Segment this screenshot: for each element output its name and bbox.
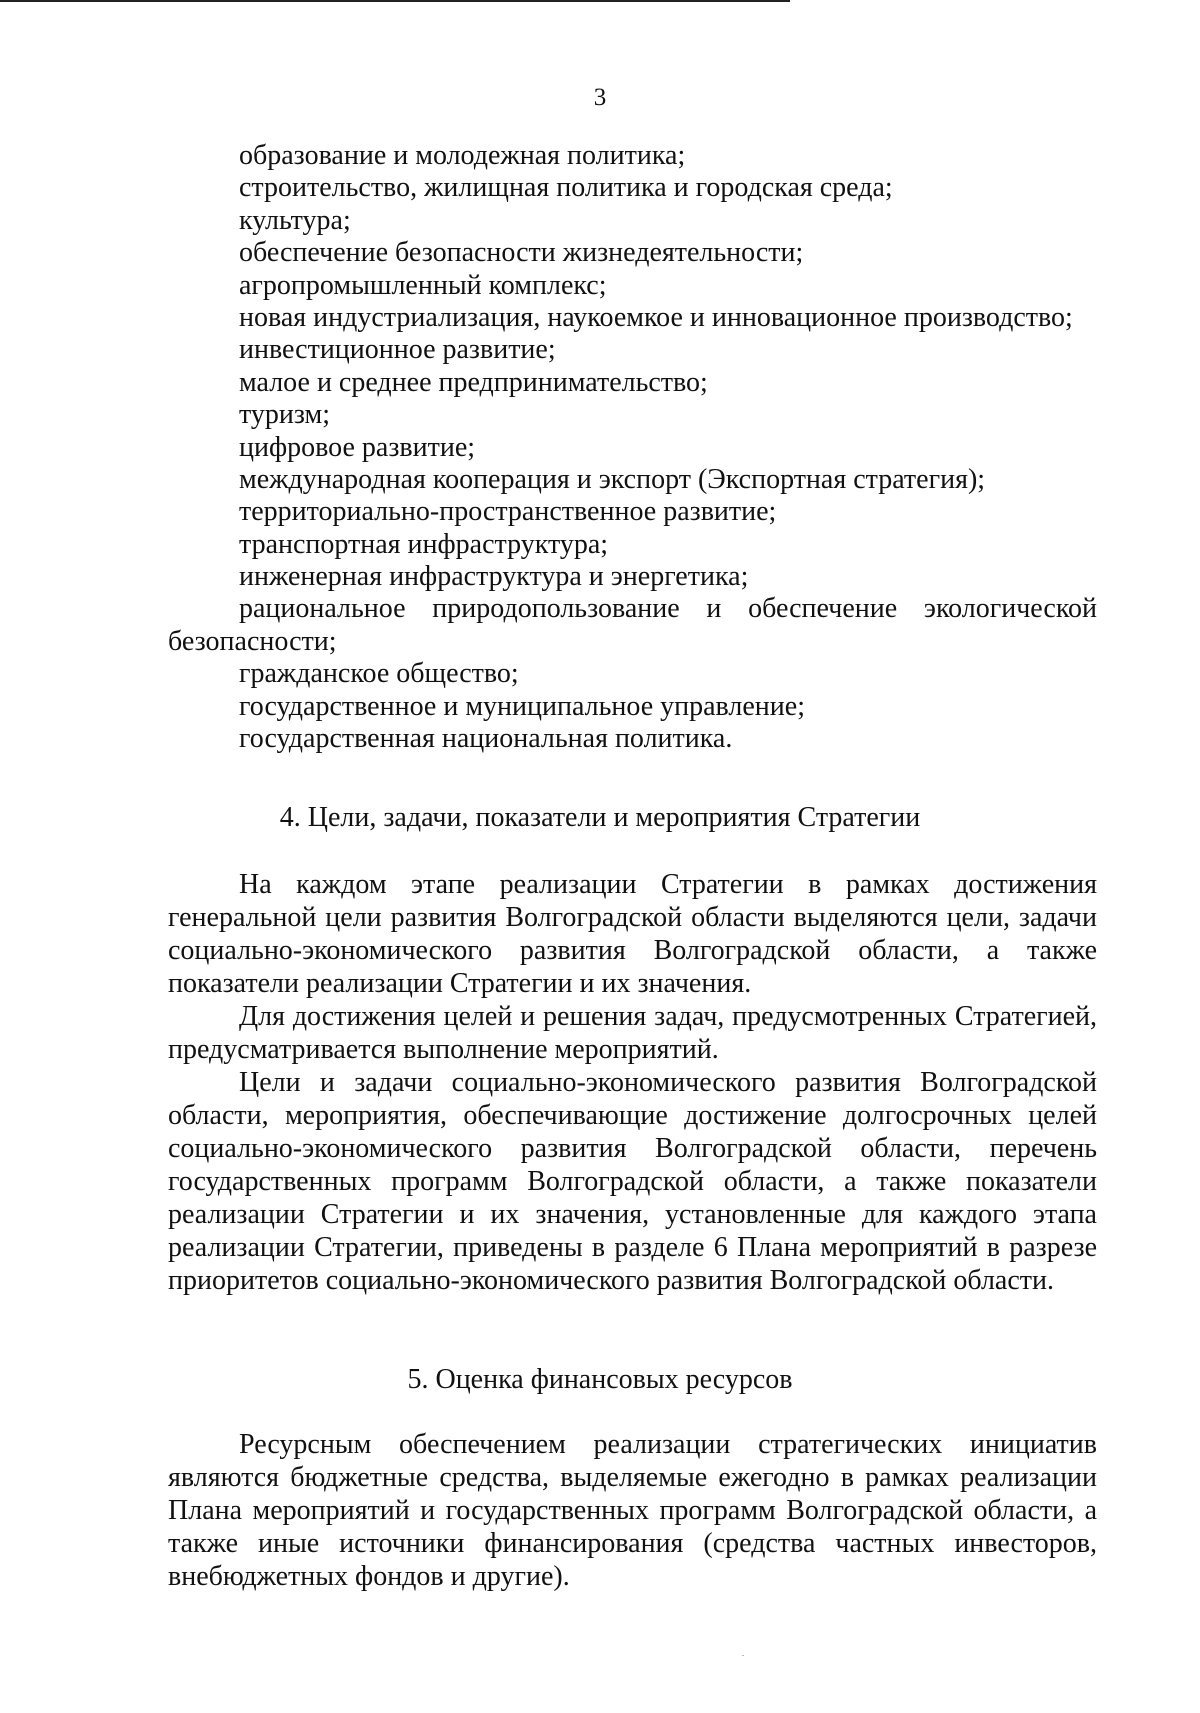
- page-number: 3: [593, 84, 607, 111]
- list-item: государственное и муниципальное управление;: [239, 690, 805, 722]
- list-item: обеспечение безопасности жизнедеятельности;: [239, 237, 804, 269]
- list-item: строительство, жилищная политика и городская среда;: [239, 172, 893, 204]
- list-item: гражданское общество;: [239, 658, 519, 690]
- list-item: рациональное природопользование и обеспечение экологической безопасности;: [168, 593, 1097, 657]
- section-4-paragraph: Для достижения целей и решения задач, предусмотренных Стратегией, предусматривается выполнение мероприятий.: [168, 1001, 1097, 1065]
- list-item: инженерная инфраструктура и энергетика;: [239, 561, 749, 593]
- list-item: культура;: [239, 204, 351, 236]
- list-item: цифровое развитие;: [239, 431, 476, 463]
- list-item: инвестиционное развитие;: [239, 334, 556, 366]
- list-item: новая индустриализация, наукоемкое и инновационное производство;: [239, 301, 1073, 333]
- list-item: агропромышленный комплекс;: [239, 269, 607, 301]
- section-4-paragraph: На каждом этапе реализации Стратегии в рамках достижения генеральной цели развития Волгоградской области выделяются цели, задачи социально-экономического развития Волгоградской области, а также показатели реализации Стратегии и их значения.: [168, 869, 1097, 999]
- section-5-paragraph: Ресурсным обеспечением реализации стратегических инициатив являются бюджетные средства, выделяемые ежегодно в рамках реализации Плана мероприятий и государственных программ Волгоградской области, а также иные источники финансирования (средства частных инвесторов, внебюджетных фондов и другие).: [168, 1429, 1097, 1592]
- list-item: транспортная инфраструктура;: [239, 528, 609, 560]
- scan-speck: [742, 1655, 744, 1656]
- section-4-paragraph: Цели и задачи социально-экономического развития Волгоградской области, мероприятия, обеспечивающие достижение долгосрочных целей социально-экономического развития Волгоградской области, перечень государственных программ Волгоградской области, а также показатели реализации Стратегии и их значения, установленные для каждого этапа реализации Стратегии, приведены в разделе 6 Плана мероприятий в разрезе приоритетов социально-экономического развития Волгоградской области.: [168, 1067, 1097, 1296]
- list-item: образование и молодежная политика;: [239, 140, 686, 171]
- list-item: малое и среднее предпринимательство;: [239, 366, 708, 398]
- list-item: территориально-пространственное развитие;: [239, 496, 777, 528]
- section-5-title: 5. Оценка финансовых ресурсов: [407, 1364, 793, 1395]
- list-item: туризм;: [239, 399, 331, 431]
- top-border-line: [0, 0, 790, 2]
- section-4-title: 4. Цели, задачи, показатели и мероприятия Стратегии: [279, 802, 921, 833]
- priorities-list: [168, 140, 1097, 755]
- list-item: государственная национальная политика.: [239, 723, 733, 755]
- list-item: международная кооперация и экспорт (Экспортная стратегия);: [239, 463, 986, 495]
